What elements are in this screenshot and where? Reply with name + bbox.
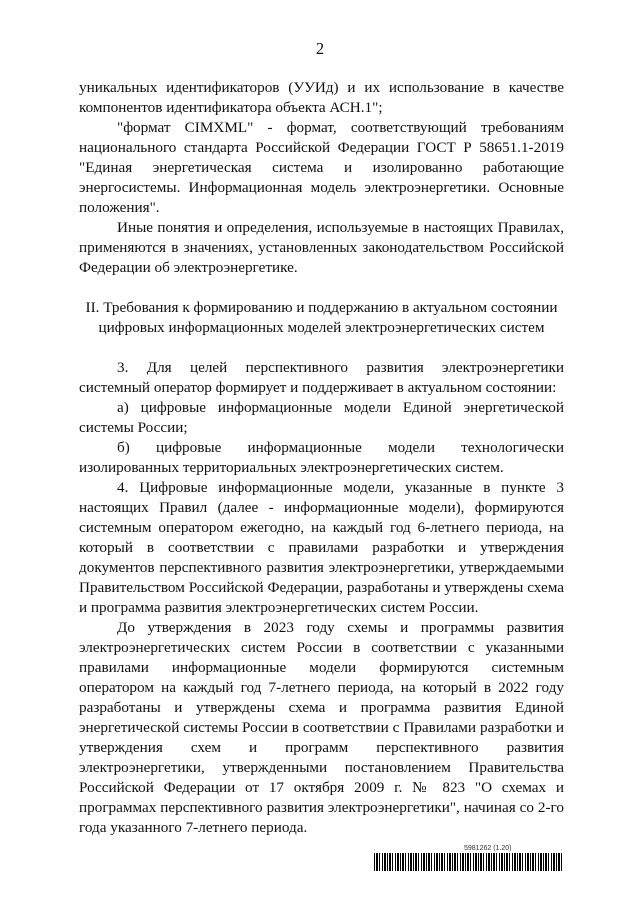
paragraph: "формат CIMXML" - формат, соответствующий требованиям национального стандарта Российской Федерации ГОСТ Р 58651.1-2019 "Единая энергетическая система и изолированно работающие энергосистемы. Информационная модель электроэнергетики. Основные положения".: [79, 119, 564, 216]
list-item: а) цифровые информационные модели Единой энергетической системы России;: [79, 399, 564, 436]
paragraph: Иные понятия и определения, используемые в настоящих Правилах, применяются в значениях, установленных законодательством Российской Федерации об электроэнергетике.: [79, 219, 564, 276]
document-code: 5981262 (1.20): [464, 845, 512, 852]
section-title: II. Требования к формированию и поддержанию в актуальном состоянии цифровых информационных моделей электроэнергетических систем: [85, 299, 558, 336]
list-item: б) цифровые информационные модели технологически изолированных территориальных электроэнергетических систем.: [79, 439, 564, 476]
paragraph: До утверждения в 2023 году схемы и программы развития электроэнергетических систем России в соответствии с указанными правилами информационные модели формируются системным оператором на каждый год 7-летнего периода, на который в 2022 году разработаны и утверждены схема и программа развития Единой энергетической системы России в соответствии с Правилами разработки и утверждения схем и программ перспективного развития электроэнергетики, утвержденными постановлением Правительства Российской Федерации от 17 октября 2009 г. № 823 "О схемах и программах перспективного развития электроэнергетики", начиная со 2-го года указанного 7-летнего периода.: [79, 619, 564, 836]
paragraph: 3. Для целей перспективного развития электроэнергетики системный оператор формирует и поддерживает в актуальном состоянии:: [79, 359, 564, 396]
document-body: [79, 78, 564, 838]
page-number: 2: [315, 39, 325, 58]
paragraph: уникальных идентификаторов (УУИд) и их использование в качестве компонентов идентификатора объекта АСН.1";: [79, 79, 564, 116]
barcode-icon: [374, 853, 564, 871]
paragraph: 4. Цифровые информационные модели, указанные в пункте 3 настоящих Правил (далее - информационные модели), формируются системным оператором ежегодно, на каждый год 6-летнего периода, на который в соответствии с правилами разработки и утверждения документов перспективного развития электроэнергетики, утверждаемыми Правительством Российской Федерации, разработаны и утверждены схема и программа развития электроэнергетических систем России.: [79, 479, 564, 616]
